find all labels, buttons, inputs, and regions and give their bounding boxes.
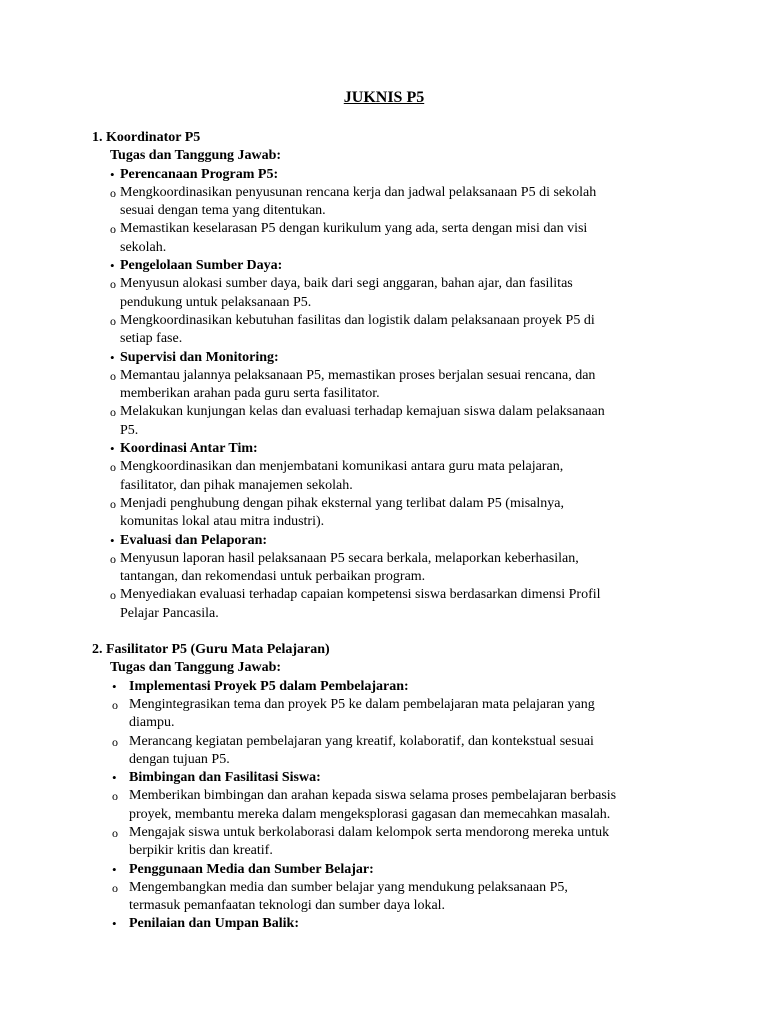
sub-item-line: Mengkoordinasikan dan menjembatani komunikasi antara guru mata pelajaran, [120, 459, 564, 475]
sub-item-line: Mengkoordinasikan penyusunan rencana kerja dan jadwal pelaksanaan P5 di sekolah [120, 184, 597, 200]
bullet-label: Penilaian dan Umpan Balik: [129, 916, 299, 932]
bullet-item [92, 769, 682, 787]
sub-item-line: setiap fase. [120, 331, 183, 347]
sub-item-line: pendukung untuk pelaksanaan P5. [120, 294, 312, 310]
sub-item [92, 403, 682, 440]
sub-item-line: Memberikan bimbingan dan arahan kepada siswa selama proses pembelajaran berbasis [129, 788, 617, 804]
sub-item-line: tantangan, dan rekomendasi untuk perbaikan program. [120, 569, 426, 585]
sub-item [92, 696, 682, 733]
bullet-label: Evaluasi dan Pelaporan: [120, 532, 268, 548]
sub-item-line: fasilitator, dan pihak manajemen sekolah. [120, 477, 353, 493]
sub-item-marker: o [112, 880, 118, 895]
bullet-item [92, 166, 682, 184]
bullet-label: Penggunaan Media dan Sumber Belajar: [129, 861, 374, 877]
bullet-label: Supervisi dan Monitoring: [120, 349, 279, 365]
bullet-item [92, 915, 682, 933]
bullet-marker: • [112, 861, 117, 877]
section [92, 641, 682, 934]
sub-item-line: komunitas lokal atau mitra industri). [120, 514, 325, 530]
section-subheading: Tugas dan Tanggung Jawab: [110, 148, 282, 164]
sub-item-marker: o [110, 460, 116, 475]
sub-item [92, 184, 682, 221]
bullet-marker: • [112, 770, 117, 786]
sub-item-marker: o [110, 185, 116, 200]
bullet-item [92, 440, 682, 458]
bullet-marker: • [112, 916, 117, 932]
sub-item-line: Mengintegrasikan tema dan proyek P5 ke dalam pembelajaran mata pelajaran yang [129, 696, 595, 712]
sub-item-marker: o [110, 496, 116, 511]
sub-item-line: Mengembangkan media dan sumber belajar yang mendukung pelaksanaan P5, [129, 879, 568, 895]
sub-item-line: Mengkoordinasikan kebutuhan fasilitas dan logistik dalam pelaksanaan proyek P5 di [120, 312, 595, 328]
sub-item-marker: o [110, 277, 116, 292]
sub-item [92, 550, 682, 587]
bullet-item [92, 861, 682, 879]
sub-item-line: Merancang kegiatan pembelajaran yang kreatif, kolaboratif, dan kontekstual sesuai [129, 733, 594, 749]
sub-item [92, 879, 682, 916]
section-gap [92, 623, 682, 641]
sub-item [92, 312, 682, 349]
sub-item-marker: o [112, 697, 118, 712]
sub-item-line: proyek, membantu mereka dalam mengeksplorasi gagasan dan memecahkan masalah. [129, 806, 611, 822]
sub-item-line: Menyediakan evaluasi terhadap capaian kompetensi siswa berdasarkan dimensi Profil [120, 587, 601, 603]
sub-item-line: Menjadi penghubung dengan pihak eksternal yang terlibat dalam P5 (misalnya, [120, 495, 564, 511]
sub-item-line: diampu. [129, 715, 175, 731]
document-body [92, 129, 682, 934]
sub-item-line: Memantau jalannya pelaksanaan P5, memastikan proses berjalan sesuai rencana, dan [120, 367, 596, 383]
sub-item-marker: o [110, 222, 116, 237]
bullet-label: Koordinasi Antar Tim: [120, 441, 258, 457]
bullet-marker: • [110, 349, 115, 365]
bullet-item [92, 532, 682, 550]
bullet-marker: • [110, 441, 115, 457]
bullet-marker: • [110, 258, 115, 274]
sub-item-marker: o [112, 789, 118, 804]
bullet-marker: • [112, 678, 117, 694]
sub-item [92, 220, 682, 257]
bullet-marker: • [110, 166, 115, 182]
sub-item-line: sekolah. [120, 239, 167, 255]
sub-item-line: P5. [120, 422, 139, 438]
sub-item-line: termasuk pemanfaatan teknologi dan sumber daya lokal. [129, 898, 446, 914]
sub-item-line: Pelajar Pancasila. [120, 605, 219, 621]
sub-item-marker: o [112, 825, 118, 840]
sub-item-line: Melakukan kunjungan kelas dan evaluasi terhadap kemajuan siswa dalam pelaksanaan [120, 404, 605, 420]
sub-item-line: berpikir kritis dan kreatif. [129, 843, 273, 859]
sub-item [92, 367, 682, 404]
sub-item [92, 275, 682, 312]
sub-item-line: memberikan arahan pada guru serta fasilitator. [120, 386, 380, 402]
section-heading: 2. Fasilitator P5 (Guru Mata Pelajaran) [92, 642, 330, 658]
bullet-item [92, 349, 682, 367]
sub-item-marker: o [110, 405, 116, 420]
sub-item-marker: o [110, 368, 116, 383]
bullet-label: Bimbingan dan Fasilitasi Siswa: [129, 770, 321, 786]
bullet-label: Perencanaan Program P5: [120, 166, 279, 182]
section-heading: 1. Koordinator P5 [92, 130, 201, 145]
sub-item-line: Menyusun laporan hasil pelaksanaan P5 secara berkala, melaporkan keberhasilan, [120, 550, 579, 566]
bullet-marker: • [110, 532, 115, 548]
sub-item-marker: o [110, 588, 116, 603]
bullet-label: Implementasi Proyek P5 dalam Pembelajaran: [129, 678, 409, 694]
sub-item [92, 458, 682, 495]
bullet-item [92, 678, 682, 696]
sub-item-line: Menyusun alokasi sumber daya, baik dari segi anggaran, bahan ajar, dan fasilitas [120, 276, 573, 292]
sub-item-line: dengan tujuan P5. [129, 751, 230, 767]
bullet-label: Pengelolaan Sumber Daya: [120, 258, 283, 274]
sub-item-line: Memastikan keselarasan P5 dengan kurikulum yang ada, serta dengan misi dan visi [120, 221, 588, 237]
section [92, 129, 682, 623]
sub-item-marker: o [110, 551, 116, 566]
section-subheading: Tugas dan Tanggung Jawab: [110, 660, 282, 676]
sub-item [92, 586, 682, 623]
sub-item [92, 824, 682, 861]
bullet-item [92, 257, 682, 275]
sub-item-marker: o [112, 734, 118, 749]
sub-item [92, 787, 682, 824]
sub-item-marker: o [110, 313, 116, 328]
sub-item [92, 495, 682, 532]
sub-item-line: sesuai dengan tema yang ditentukan. [120, 203, 326, 219]
document-title: JUKNIS P5 [343, 89, 425, 106]
sub-item [92, 733, 682, 770]
sub-item-line: Mengajak siswa untuk berkolaborasi dalam kelompok serta mendorong mereka untuk [129, 824, 610, 840]
